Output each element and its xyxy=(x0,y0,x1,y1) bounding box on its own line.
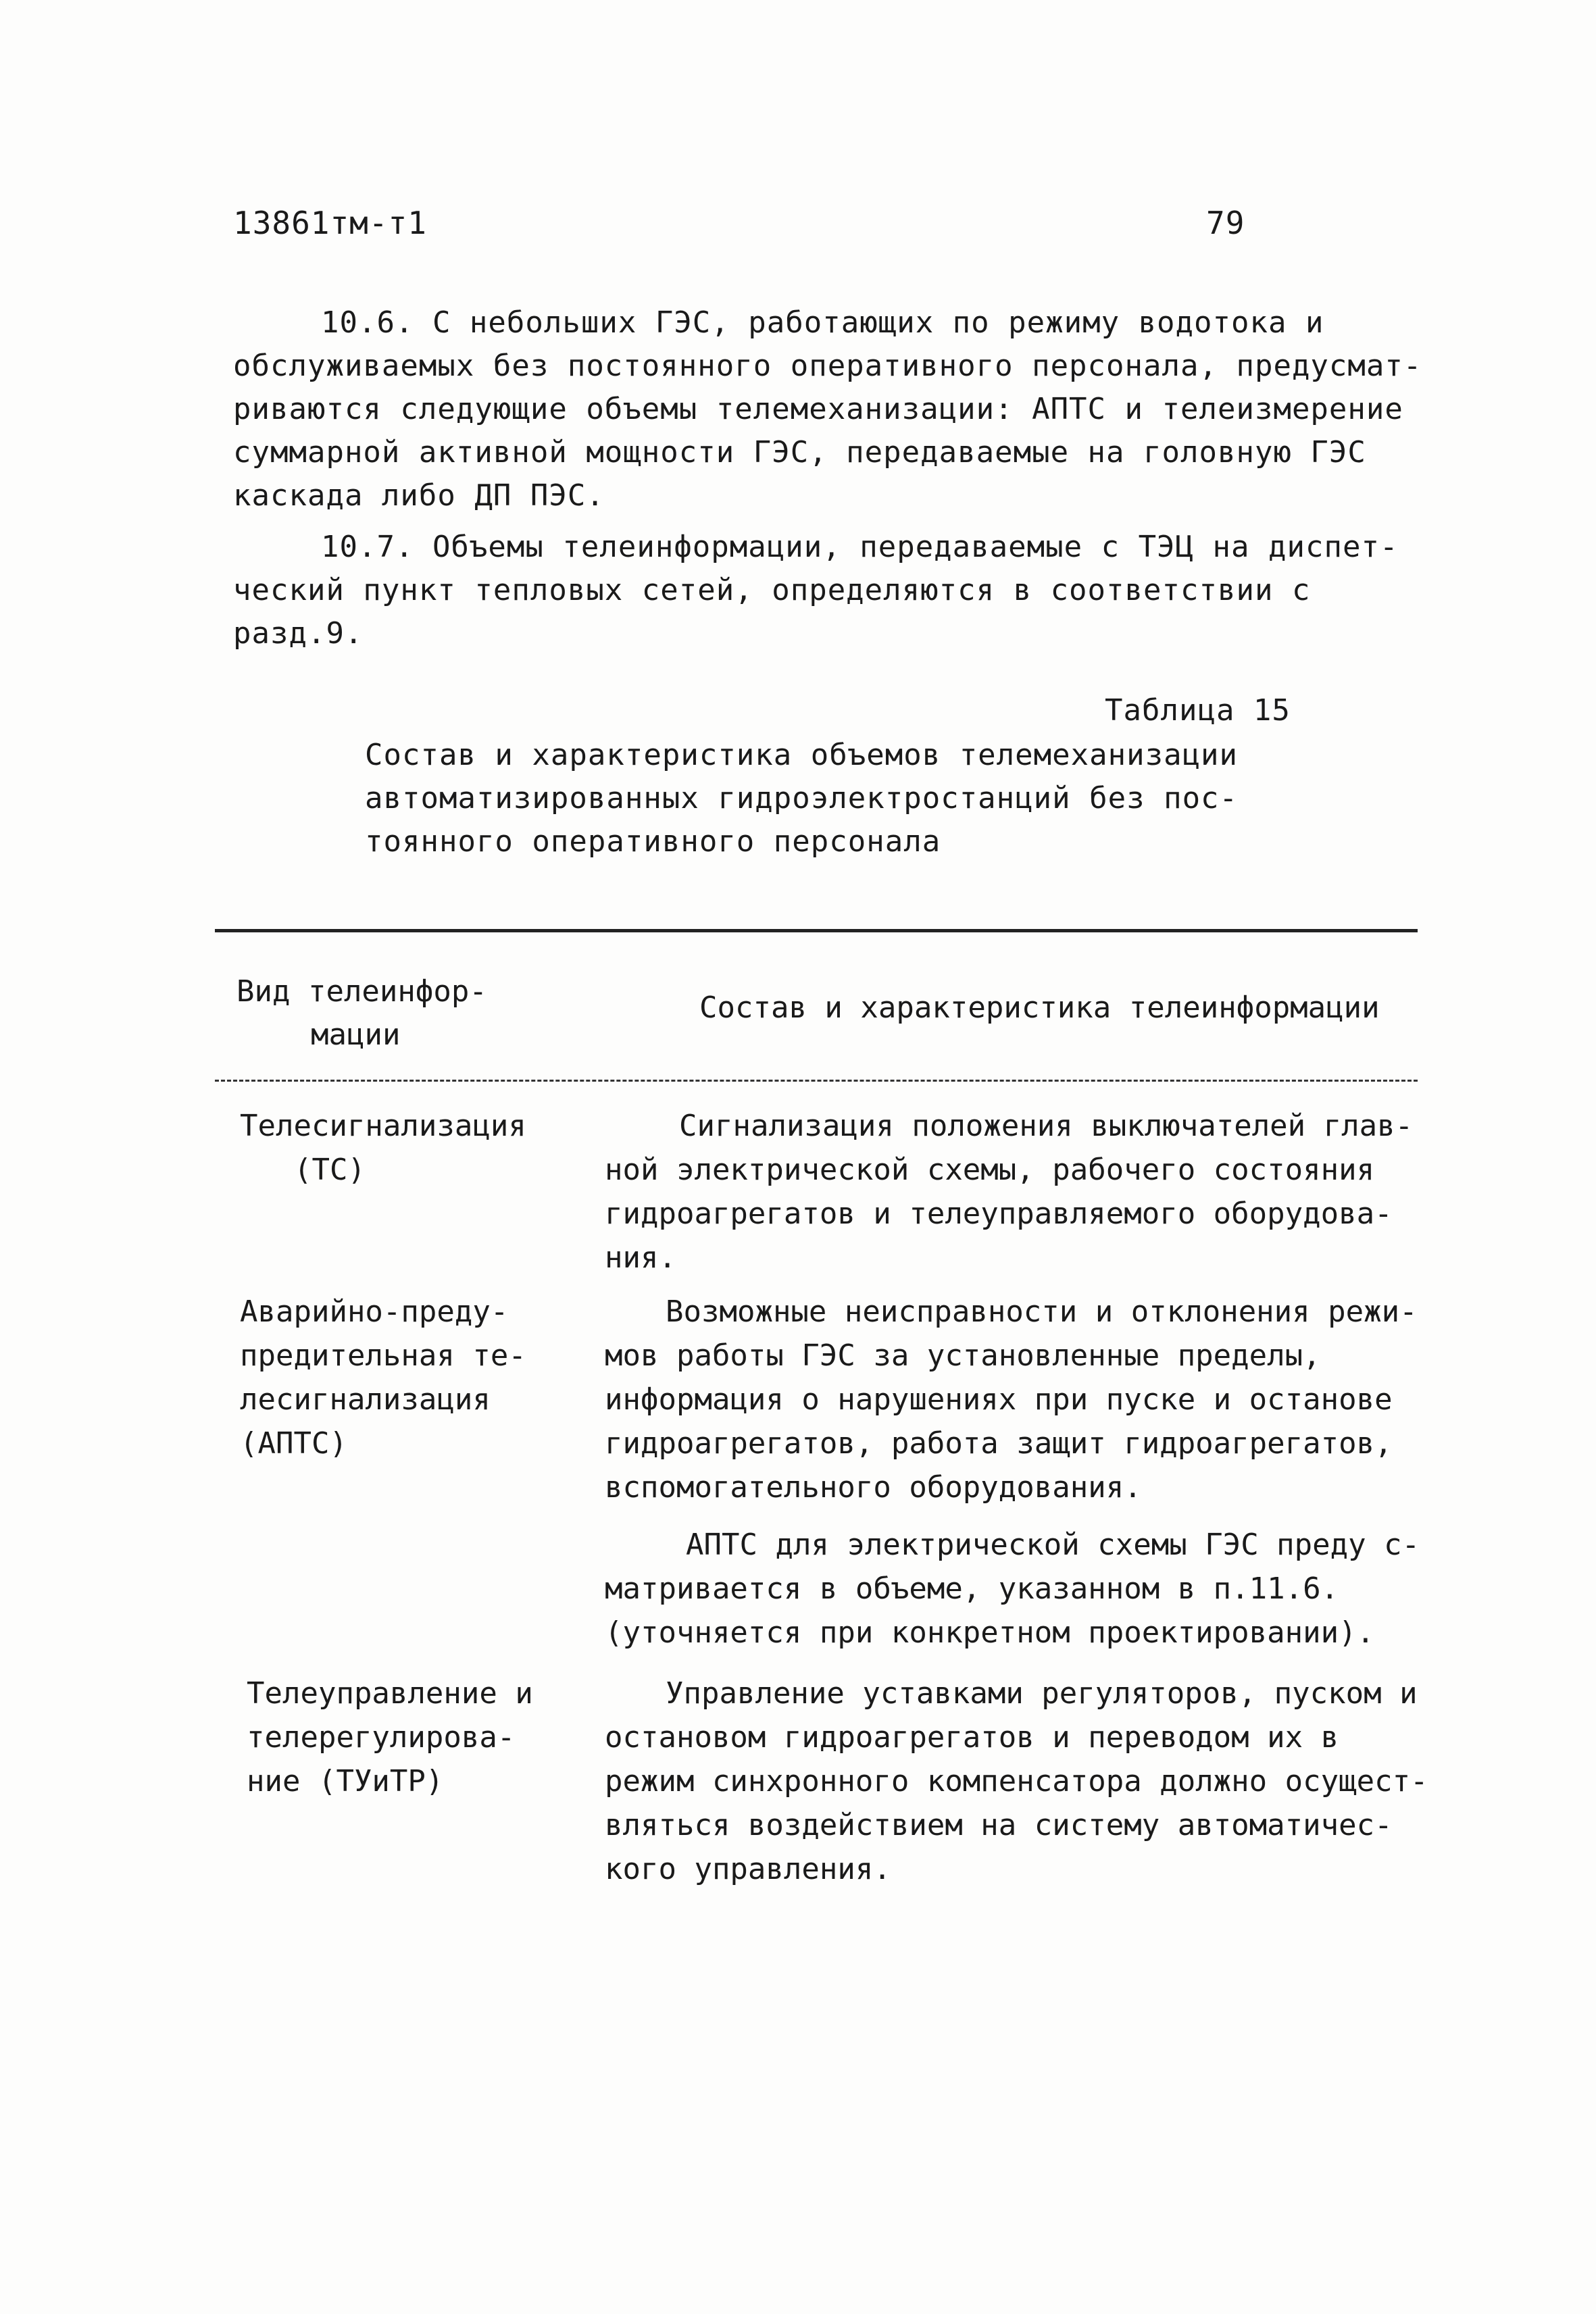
paragraph-10-6-line: риваются следующие объемы телемеханизации: АПТС и телеизмерение xyxy=(233,392,1403,426)
table-top-rule xyxy=(215,929,1418,932)
table-cell-type: Аварийно-преду- xyxy=(240,1294,509,1329)
page-number: 79 xyxy=(1206,205,1245,241)
table-cell-type: (ТС) xyxy=(294,1153,366,1187)
table-cell-description: матривается в объеме, указанном в п.11.6. xyxy=(605,1571,1339,1606)
paragraph-10-6-line: 10.6. С небольших ГЭС, работающих по режиму водотока и xyxy=(321,305,1324,340)
table-cell-description: ной электрической схемы, рабочего состояния xyxy=(605,1153,1375,1187)
paragraph-10-6-line: обслуживаемых без постоянного оперативного персонала, предусмат- xyxy=(233,349,1422,383)
table-header-description: Состав и характеристика телеинформации xyxy=(699,990,1380,1025)
paragraph-10-6-line: каскада либо ДП ПЭС. xyxy=(233,478,605,513)
table-cell-type: телерегулирова- xyxy=(247,1720,516,1755)
table-cell-description: (уточняется при конкретном проектировании). xyxy=(605,1615,1375,1650)
table-header-rule xyxy=(215,1080,1418,1082)
table-cell-type: ние (ТУиТР) xyxy=(247,1764,444,1799)
table-cell-type: Телеуправление и xyxy=(247,1676,533,1711)
document-code: 13861тм-т1 xyxy=(233,205,427,241)
table-cell-description: гидроагрегатов, работа защит гидроагрегатов, xyxy=(605,1426,1393,1461)
table-cell-type: предительная те- xyxy=(240,1338,526,1373)
table-cell-description: вспомогательного оборудования. xyxy=(605,1470,1142,1505)
table-cell-description: Управление уставками регуляторов, пуском и xyxy=(666,1676,1418,1711)
table-cell-description: режим синхронного компенсатора должно осущест- xyxy=(605,1764,1428,1799)
table-cell-type: (АПТС) xyxy=(240,1426,347,1461)
table-cell-type: лесигнализация xyxy=(240,1382,491,1417)
table-caption-line: Состав и характеристика объемов телемеханизации xyxy=(365,738,1239,772)
table-label: Таблица 15 xyxy=(1105,693,1291,728)
table-header-type: Вид телеинфор- xyxy=(236,974,487,1009)
table-cell-description: информация о нарушениях при пуске и останове xyxy=(605,1382,1393,1417)
table-cell-description: гидроагрегатов и телеуправляемого оборудова- xyxy=(605,1197,1393,1231)
table-cell-description: кого управления. xyxy=(605,1852,891,1886)
table-cell-description: вляться воздействием на систему автоматичес- xyxy=(605,1808,1393,1842)
table-cell-description: АПТС для электрической схемы ГЭС преду с- xyxy=(686,1528,1420,1562)
table-cell-description: мов работы ГЭС за установленные пределы, xyxy=(605,1338,1321,1373)
paragraph-10-7-line: 10.7. Объемы телеинформации, передаваемые с ТЭЦ на диспет- xyxy=(321,530,1399,564)
table-caption-line: тоянного оперативного персонала xyxy=(365,824,941,859)
table-cell-description: ния. xyxy=(605,1240,676,1275)
paragraph-10-7-line: ческий пункт тепловых сетей, определяются в соответствии с xyxy=(233,573,1311,607)
table-cell-type: Телесигнализация xyxy=(240,1109,526,1143)
paragraph-10-6-line: суммарной активной мощности ГЭС, передаваемые на головную ГЭС xyxy=(233,435,1366,470)
paragraph-10-7-line: разд.9. xyxy=(233,616,364,651)
table-cell-description: остановом гидроагрегатов и переводом их в xyxy=(605,1720,1339,1755)
table-cell-description: Возможные неисправности и отклонения режи- xyxy=(666,1294,1418,1329)
table-cell-description: Сигнализация положения выключателей глав- xyxy=(679,1109,1414,1143)
table-header-type: мации xyxy=(311,1017,401,1052)
table-caption-line: автоматизированных гидроэлектростанций без пос- xyxy=(365,781,1239,815)
